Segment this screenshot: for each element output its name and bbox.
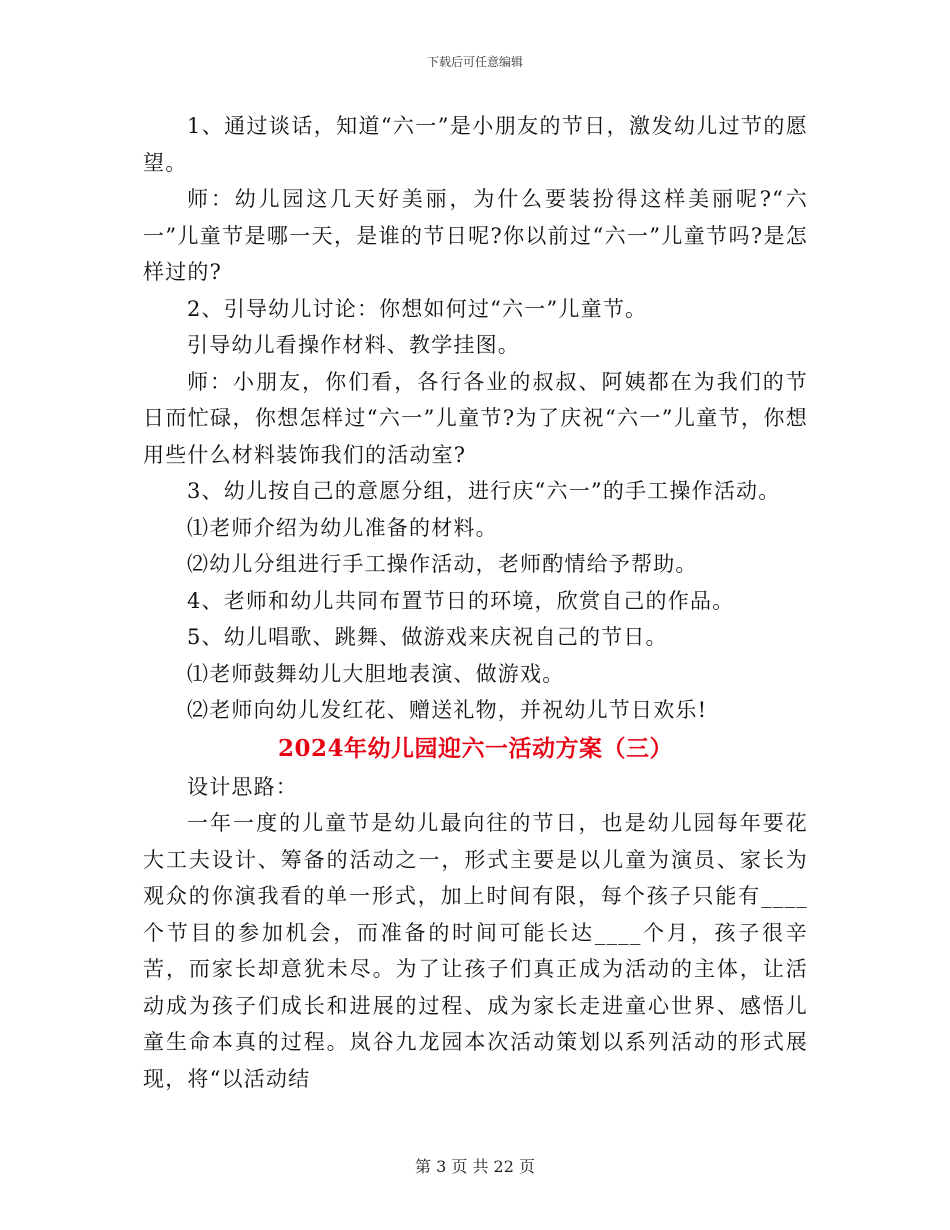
page-number-footer: 第 3 页 共 22 页	[415, 1157, 535, 1176]
paragraph: 5、幼儿唱歌、跳舞、做游戏来庆祝自己的节日。	[187, 625, 668, 649]
paragraph: 师：小朋友，你们看，各行各业的叔叔、阿姨都在为我们的节日而忙碌，你想怎样过“六一”儿童节?为了庆祝“六一”儿童节，你想用些什么材料装饰我们的活动室?	[143, 369, 808, 467]
paragraph: ⑴老师鼓舞幼儿大胆地表演、做游戏。	[187, 661, 565, 686]
paragraph: 4、老师和幼儿共同布置节日的环境，欣赏自己的作品。	[187, 588, 735, 613]
paragraph: 1、通过谈话，知道“六一”是小朋友的节日，激发幼儿过节的愿望。	[143, 114, 808, 175]
paragraph: 2、引导幼儿讨论：你想如何过“六一”儿童节。	[187, 296, 648, 321]
paragraph: ⑵幼儿分组进行手工操作活动，老师酌情给予帮助。	[187, 552, 698, 576]
section-title: 2024年幼儿园迎六一活动方案（三）	[277, 734, 673, 762]
paragraph: 设计思路：	[187, 774, 298, 799]
paragraph: 3、幼儿按自己的意愿分组，进行庆“六一”的手工操作活动。	[187, 479, 781, 503]
document-body	[143, 108, 808, 1097]
paragraph: ⑴老师介绍为幼儿准备的材料。	[187, 515, 498, 540]
page-header-note: 下载后可任意编辑	[426, 55, 523, 69]
paragraph: 引导幼儿看操作材料、教学挂图。	[187, 333, 520, 357]
paragraph: 师：幼儿园这几天好美丽，为什么要装扮得这样美丽呢?“六一”儿童节是哪一天，是谁的节日呢?你以前过“六一”儿童节吗?是怎样过的?	[143, 187, 808, 284]
paragraph: 一年一度的儿童节是幼儿最向往的节日，也是幼儿园每年要花大工夫设计、筹备的活动之一，形式主要是以儿童为演员、家长为观众的你演我看的单一形式，加上时间有限，每个孩子只能有____个节目的参加机会，而准备的时间可能长达____个月，孩子很辛苦，而家长却意犹未尽。为了让孩子们真正成为活动的主体，让活动成为孩子们成长和进展的过程、成为家长走进童心世界、感悟儿童生命本真的过程。岚谷九龙园本次活动策划以系列活动的形式展现，将“以活动结	[143, 811, 808, 1091]
paragraph: ⑵老师向幼儿发红花、赠送礼物，并祝幼儿节日欢乐!	[187, 698, 708, 722]
